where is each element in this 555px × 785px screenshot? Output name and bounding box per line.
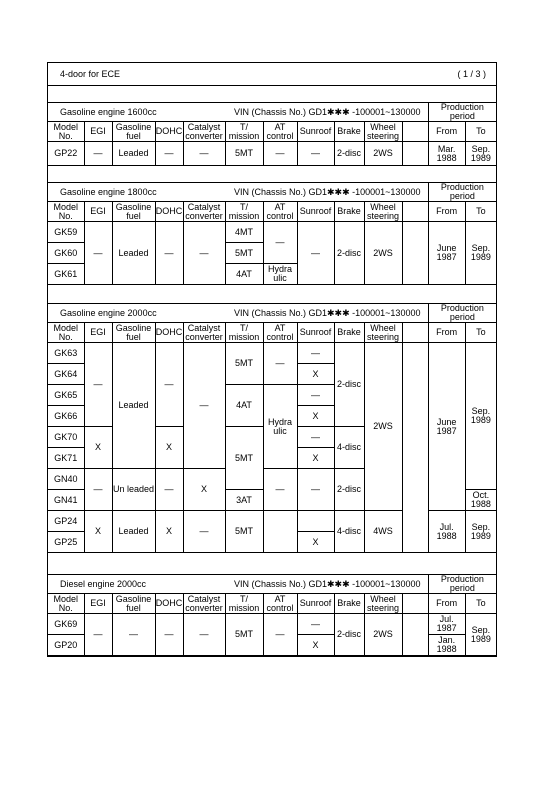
table-cell: Leaded [112, 222, 155, 285]
table-row [48, 142, 496, 166]
table-cell: AT control [263, 202, 297, 222]
title-bar [48, 63, 496, 86]
table-cell: X [297, 635, 334, 656]
table-cell [48, 183, 428, 202]
table-cell: Wheel steering [364, 594, 402, 614]
period-header: Production period [428, 575, 496, 594]
table-cell [263, 511, 297, 553]
table-cell: GP22 [48, 142, 84, 166]
table-cell [402, 222, 428, 285]
table-cell [402, 343, 428, 553]
table-cell: — [155, 614, 183, 656]
table-cell [402, 614, 428, 656]
table-cell: 2WS [364, 222, 402, 285]
table-1600cc [48, 103, 496, 166]
table-cell: Sep. 1989 [465, 614, 496, 656]
table-cell: — [84, 222, 112, 285]
engine-label: Gasoline engine 1600cc [60, 107, 157, 117]
table-cell: 4AT [225, 385, 263, 427]
table-cell: From [428, 323, 465, 343]
table-cell: T/ mission [225, 122, 263, 142]
table-cell: — [297, 343, 334, 364]
table-cell: GK61 [48, 264, 84, 285]
table-cell: AT control [263, 122, 297, 142]
table-cell [48, 304, 428, 323]
table-cell: — [297, 469, 334, 511]
table-cell: X [155, 511, 183, 553]
table-cell: 4AT [225, 264, 263, 285]
table-cell: Sep. 1989 [465, 222, 496, 285]
table-cell: Leaded [112, 511, 155, 553]
table-row [48, 511, 496, 532]
table-cell: Un leaded [112, 469, 155, 511]
table-cell: GK71 [48, 448, 84, 469]
vin-label: VIN (Chassis No.) GD1✱✱✱ -100001~130000 [234, 187, 421, 197]
table-cell [402, 594, 428, 614]
period-header: Production period [428, 304, 496, 323]
table-cell: Jan. 1988 [428, 635, 465, 656]
table-cell: Wheel steering [364, 122, 402, 142]
table-cell: 5MT [225, 343, 263, 385]
table-cell: GK69 [48, 614, 84, 635]
table-cell: 2-disc [334, 222, 364, 285]
table-cell: Model No. [48, 323, 84, 343]
table-cell: Wheel steering [364, 202, 402, 222]
table-row [48, 222, 496, 243]
table-cell: 2-disc [334, 343, 364, 427]
table-cell [402, 122, 428, 142]
table-cell: Brake [334, 323, 364, 343]
table-cell: GK60 [48, 243, 84, 264]
table-cell: Jul. 1988 [428, 511, 465, 553]
table-cell: — [183, 614, 225, 656]
table-cell: 4WS [364, 511, 402, 553]
table-cell: X [183, 469, 225, 511]
table-cell: — [155, 222, 183, 285]
table-cell: Brake [334, 122, 364, 142]
table-cell: Mar. 1988 [428, 142, 465, 166]
table-cell: 4-disc [334, 427, 364, 469]
table-cell: X [297, 364, 334, 385]
table-cell: EGI [84, 122, 112, 142]
table-cell: 4-disc [334, 511, 364, 553]
table-cell: T/ mission [225, 323, 263, 343]
table-cell: June 1987 [428, 343, 465, 511]
table-cell: Leaded [112, 142, 155, 166]
table-cell: X [297, 406, 334, 427]
table-cell [402, 323, 428, 343]
table-cell: Hydra ulic [263, 385, 297, 469]
table-cell: Leaded [112, 343, 155, 469]
table-cell: T/ mission [225, 202, 263, 222]
table-cell: Oct. 1988 [465, 490, 496, 511]
table-cell [297, 511, 334, 532]
table-cell: GP24 [48, 511, 84, 532]
table-cell: GK63 [48, 343, 84, 364]
table-cell: — [263, 614, 297, 656]
table-cell: Catalyst converter [183, 323, 225, 343]
table-cell: — [297, 385, 334, 406]
table-cell: Wheel steering [364, 323, 402, 343]
engine-label: Gasoline engine 1800cc [60, 187, 157, 197]
table-cell: — [84, 142, 112, 166]
table-cell: X [84, 427, 112, 469]
table-cell: GP20 [48, 635, 84, 656]
table-cell: 2-disc [334, 142, 364, 166]
table-cell [48, 575, 428, 594]
table-cell: 2-disc [334, 469, 364, 511]
table-cell: DOHC [155, 122, 183, 142]
table-cell: — [297, 142, 334, 166]
table-cell: June 1987 [428, 222, 465, 285]
table-cell: — [263, 222, 297, 264]
table-row [48, 614, 496, 635]
table-cell: — [84, 343, 112, 427]
table-cell: 3AT [225, 490, 263, 511]
table-cell: GK65 [48, 385, 84, 406]
table-cell: 5MT [225, 427, 263, 490]
table-cell: — [183, 142, 225, 166]
table-cell: Sep. 1989 [465, 343, 496, 490]
table-cell: — [263, 343, 297, 385]
table-cell: Brake [334, 202, 364, 222]
table-cell: 2WS [364, 614, 402, 656]
table-2000cc [48, 304, 496, 553]
table-cell: Model No. [48, 594, 84, 614]
table-cell: EGI [84, 323, 112, 343]
table-cell: AT control [263, 594, 297, 614]
table-cell: — [84, 614, 112, 656]
table-cell: Sep. 1989 [465, 511, 496, 553]
period-header: Production period [428, 103, 496, 122]
table-cell: 2-disc [334, 614, 364, 656]
page-number: ( 1 / 3 ) [457, 69, 486, 79]
table-cell: EGI [84, 594, 112, 614]
table-cell [402, 202, 428, 222]
table-cell: DOHC [155, 202, 183, 222]
vin-label: VIN (Chassis No.) GD1✱✱✱ -100001~130000 [234, 579, 421, 589]
table-cell: X [297, 448, 334, 469]
table-cell: From [428, 202, 465, 222]
spec-sheet [47, 62, 497, 657]
table-cell: — [263, 469, 297, 511]
table-cell: Gasoline fuel [112, 323, 155, 343]
table-cell: 5MT [225, 142, 263, 166]
table-cell: GK59 [48, 222, 84, 243]
table-1800cc [48, 183, 496, 285]
table-cell: To [465, 202, 496, 222]
table-cell: From [428, 594, 465, 614]
table-cell: Catalyst converter [183, 202, 225, 222]
table-cell: — [84, 469, 112, 511]
table-diesel-2000cc [48, 575, 496, 656]
table-cell: To [465, 323, 496, 343]
table-cell: 2WS [364, 142, 402, 166]
table-cell: GK66 [48, 406, 84, 427]
table-cell: — [183, 222, 225, 285]
table-cell: Gasoline fuel [112, 202, 155, 222]
table-cell: Gasoline fuel [112, 122, 155, 142]
table-cell: From [428, 122, 465, 142]
table-cell: — [112, 614, 155, 656]
table-cell: Sunroof [297, 202, 334, 222]
table-cell: X [84, 511, 112, 553]
table-cell: GK64 [48, 364, 84, 385]
table-cell: DOHC [155, 323, 183, 343]
table-cell: 5MT [225, 614, 263, 656]
table-cell: — [155, 142, 183, 166]
table-cell: To [465, 594, 496, 614]
table-cell: To [465, 122, 496, 142]
period-header: Production period [428, 183, 496, 202]
engine-label: Gasoline engine 2000cc [60, 308, 157, 318]
table-cell [402, 142, 428, 166]
table-cell: 5MT [225, 243, 263, 264]
table-cell: DOHC [155, 594, 183, 614]
table-cell: GK70 [48, 427, 84, 448]
table-cell: Sunroof [297, 323, 334, 343]
table-cell: Catalyst converter [183, 594, 225, 614]
table-cell: Sep. 1989 [465, 142, 496, 166]
table-cell: EGI [84, 202, 112, 222]
table-cell: Sunroof [297, 122, 334, 142]
table-cell [48, 103, 428, 122]
vin-label: VIN (Chassis No.) GD1✱✱✱ -100001~130000 [234, 308, 421, 318]
table-cell: Brake [334, 594, 364, 614]
table-cell: X [155, 427, 183, 469]
table-cell: AT control [263, 323, 297, 343]
engine-label: Diesel engine 2000cc [60, 579, 147, 589]
table-cell: Gasoline fuel [112, 594, 155, 614]
table-cell: GN40 [48, 469, 84, 490]
table-cell: — [155, 343, 183, 427]
table-cell: — [183, 511, 225, 553]
table-cell: — [183, 343, 225, 469]
table-cell: Hydra ulic [263, 264, 297, 285]
table-cell: Catalyst converter [183, 122, 225, 142]
table-cell: — [297, 222, 334, 285]
table-row [48, 343, 496, 364]
table-cell: X [297, 532, 334, 553]
table-cell: Model No. [48, 202, 84, 222]
table-cell: 2WS [364, 343, 402, 511]
table-cell: 4MT [225, 222, 263, 243]
table-cell: — [155, 469, 183, 511]
table-cell: — [297, 614, 334, 635]
table-cell: — [297, 427, 334, 448]
table-cell: Sunroof [297, 594, 334, 614]
table-cell: — [263, 142, 297, 166]
table-cell: Model No. [48, 122, 84, 142]
table-cell: T/ mission [225, 594, 263, 614]
table-cell: GN41 [48, 490, 84, 511]
table-cell: GP25 [48, 532, 84, 553]
sheet-title: 4-door for ECE [60, 69, 121, 79]
table-cell: Jul. 1987 [428, 614, 465, 635]
vin-label: VIN (Chassis No.) GD1✱✱✱ -100001~130000 [234, 107, 421, 117]
table-cell: 5MT [225, 511, 263, 553]
